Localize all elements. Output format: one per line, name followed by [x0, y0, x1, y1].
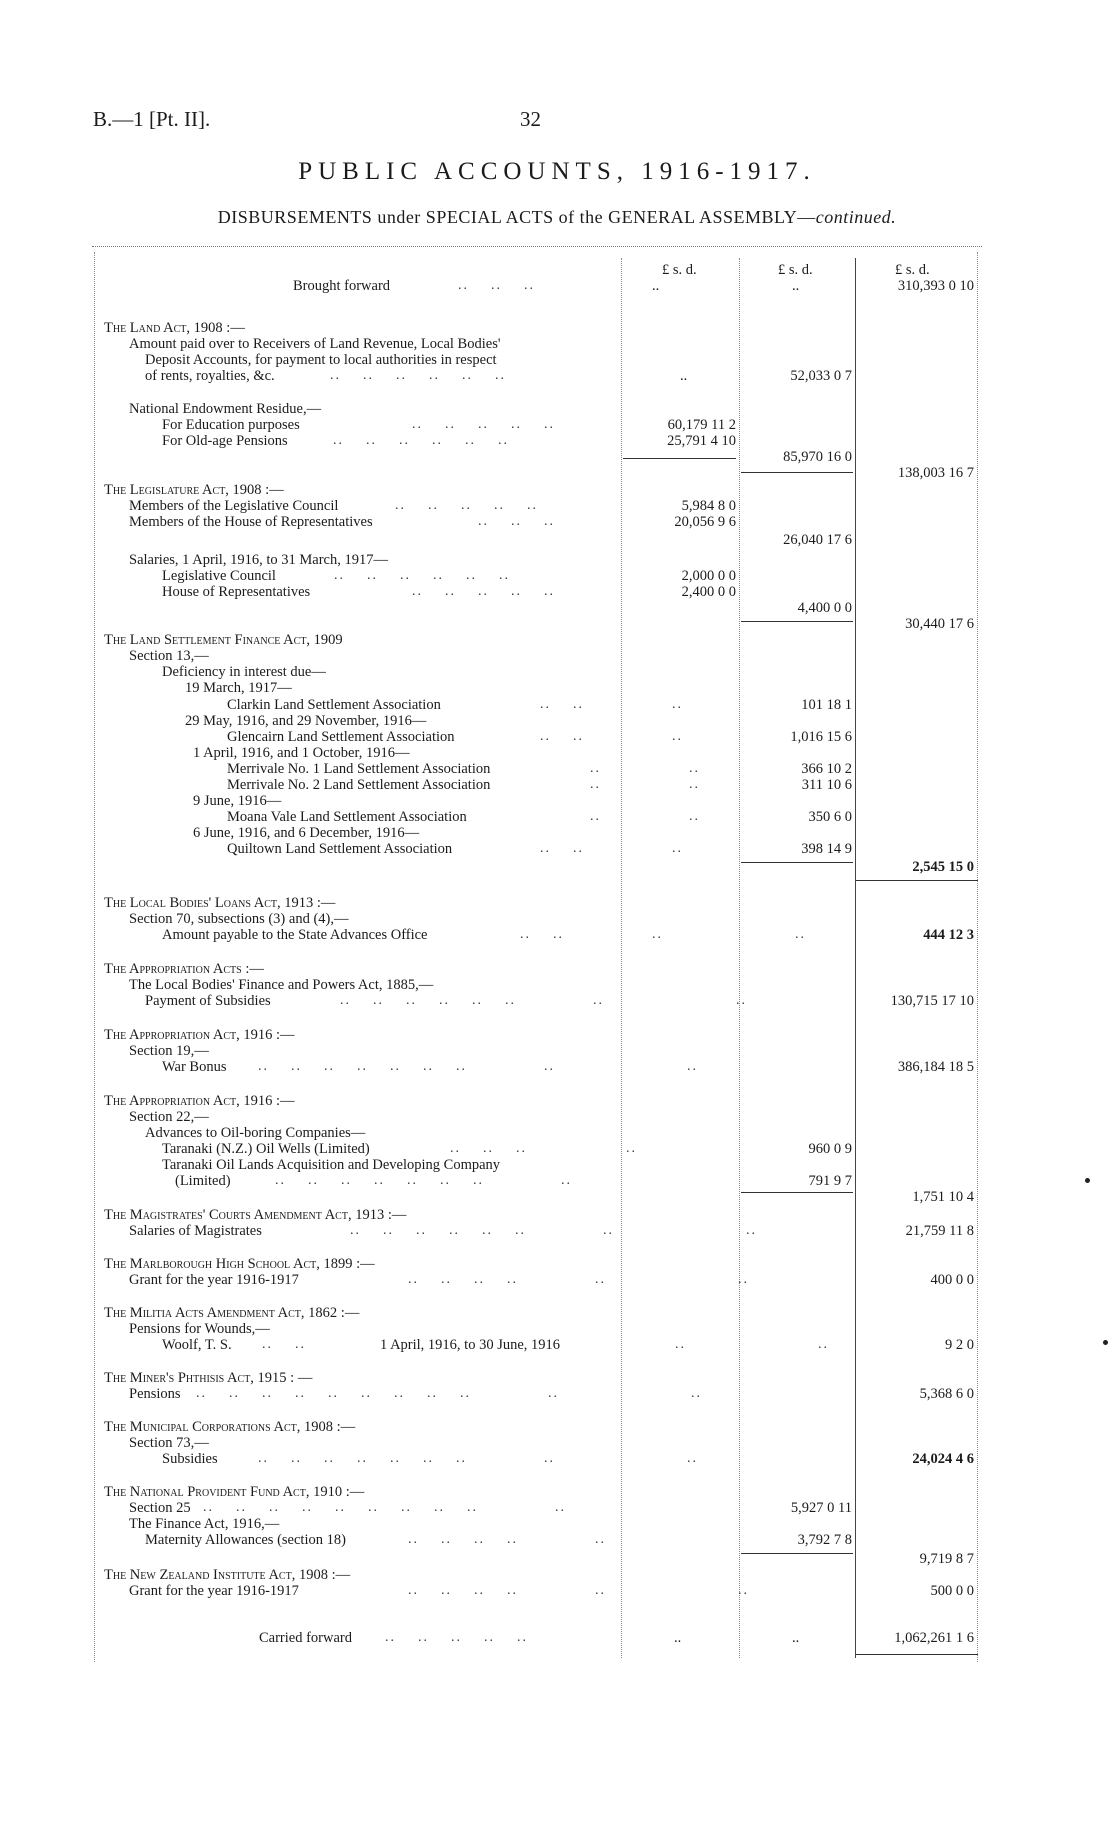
leader-dots: .. ..: [590, 809, 700, 824]
amount-col1: 25,791 4 10: [667, 433, 736, 449]
leader-dots: .. .. .. .. ..: [385, 1630, 528, 1645]
amount-col3: 386,184 18 5: [897, 1059, 974, 1075]
line-item: Taranaki Oil Lands Acquisition and Developing Company: [162, 1157, 501, 1173]
amount-col3: 138,003 16 7: [897, 465, 974, 481]
leader-dots: .. ..: [590, 777, 700, 792]
line-item: Members of the Legislative Council: [129, 498, 339, 514]
line-item: Maternity Allowances (section 18): [145, 1532, 346, 1548]
section-heading: The Appropriation Act, 1916 :—: [104, 1093, 295, 1109]
leader-dots: .. .. ..: [540, 697, 683, 712]
amount-col1: 5,984 8 0: [681, 498, 736, 514]
section-heading: The Marlborough High School Act, 1899 :—: [104, 1256, 375, 1272]
brought-forward-col1: ..: [652, 278, 660, 294]
leader-dots: .. .. .. ..: [520, 927, 806, 942]
leader-dots: .. .. .. .. .. .. .. .. ..: [258, 1451, 698, 1466]
amount-col2: 5,927 0 11: [790, 1500, 852, 1516]
leader-dots: .. .. .. .. .. .. .. .. ..: [258, 1059, 698, 1074]
page-number: 32: [520, 107, 541, 131]
amount-col2: 4,400 0 0: [797, 600, 852, 616]
line-item: 1 April, 1916, and 1 October, 1916—: [193, 745, 410, 761]
line-item: Amount payable to the State Advances Office: [162, 927, 428, 943]
scan-speck: [1085, 1178, 1090, 1183]
section-heading: The Miner's Phthisis Act, 1915 : —: [104, 1370, 313, 1386]
line-item: War Bonus: [162, 1059, 227, 1075]
document-reference: B.—1 [Pt. II].: [93, 107, 211, 131]
currency-header-col2: £ s. d.: [778, 262, 813, 278]
line-item: Section 70, subsections (3) and (4),—: [129, 911, 349, 927]
line-item: Section 19,—: [129, 1043, 209, 1059]
brought-forward-label: Brought forward: [293, 278, 391, 294]
total-rule: [623, 458, 736, 459]
amount-col3: 130,715 17 10: [890, 993, 974, 1009]
amount-col2: 26,040 17 6: [783, 532, 852, 548]
currency-header-col1: £ s. d.: [662, 262, 697, 278]
line-item: Quiltown Land Settlement Association: [227, 841, 453, 857]
amount-col2: 350 6 0: [808, 809, 852, 825]
subtitle-text: DISBURSEMENTS under SPECIAL ACTS of the GENERAL ASSEMBLY—: [217, 207, 816, 227]
carried-forward-amount: 1,062,261 1 6: [894, 1630, 974, 1646]
amount-col3: 24,024 4 6: [912, 1451, 974, 1467]
section-heading: The Local Bodies' Loans Act, 1913 :—: [104, 895, 336, 911]
line-item: Merrivale No. 2 Land Settlement Association: [227, 777, 491, 793]
amount-col2: 85,970 16 0: [783, 449, 852, 465]
section-heading: The Legislature Act, 1908 :—: [104, 482, 284, 498]
amount-col1: 60,179 11 2: [667, 417, 736, 433]
section-heading: The Magistrates' Courts Amendment Act, 1913 :—: [104, 1207, 407, 1223]
leader-dots: .. .. .. .. .. .. .. ..: [350, 1223, 757, 1238]
total-rule: [741, 472, 853, 473]
leader-dots: .. .. .. .. .. .. .. .. .. .. ..: [196, 1386, 702, 1401]
leader-dots: .. ..: [262, 1337, 306, 1352]
amount-col3: 5,368 6 0: [919, 1386, 974, 1402]
line-item: Section 22,—: [129, 1109, 209, 1125]
line-item: Grant for the year 1916-1917: [129, 1583, 299, 1599]
leader-dots: .. ..: [590, 761, 700, 776]
page-title: PUBLIC ACCOUNTS, 1916-1917.: [298, 158, 816, 185]
leader-dots: .. .. .. .. .. ..: [408, 1583, 749, 1598]
leader-dots: .. .. .. .. .. ..: [333, 433, 509, 448]
column-rule-1: [621, 258, 622, 1658]
amount-col2: 791 9 7: [808, 1173, 852, 1189]
carried-forward-col2: ..: [792, 1630, 800, 1646]
currency-header-col3: £ s. d.: [895, 262, 930, 278]
line-item: The Finance Act, 1916,—: [129, 1516, 280, 1532]
top-rule: [92, 246, 982, 247]
line-item: Section 25: [129, 1500, 191, 1516]
section-heading: The Land Act, 1908 :—: [104, 320, 245, 336]
leader-dots: .. .. .. .. .. .. .. ..: [275, 1173, 572, 1188]
amount-col3: 9 2 0: [945, 1337, 974, 1353]
amount-col3: 400 0 0: [930, 1272, 974, 1288]
amount-col2: 398 14 9: [801, 841, 852, 857]
line-item: Section 73,—: [129, 1435, 209, 1451]
line-item: Pensions: [129, 1386, 181, 1402]
line-item: Woolf, T. S.: [162, 1337, 232, 1353]
scan-speck: [1103, 1340, 1108, 1345]
amount-col2: 366 10 2: [801, 761, 852, 777]
section-heading: The National Provident Fund Act, 1910 :—: [104, 1484, 365, 1500]
leader-dots: .. .. ..: [540, 729, 683, 744]
section-heading: The Militia Acts Amendment Act, 1862 :—: [104, 1305, 360, 1321]
leader-dots: .. .. .. .. ..: [412, 584, 555, 599]
line-item: 6 June, 1916, and 6 December, 1916—: [193, 825, 420, 841]
line-item: Subsidies: [162, 1451, 218, 1467]
amount-col1: ..: [680, 368, 688, 384]
line-item: For Education purposes: [162, 417, 300, 433]
amount-col2: 311 10 6: [801, 777, 852, 793]
line-item: Deposit Accounts, for payment to local authorities in respect: [145, 352, 497, 368]
page-subtitle: [0, 207, 1114, 228]
line-item: Payment of Subsidies: [145, 993, 271, 1009]
brought-forward-amount: 310,393 0 10: [897, 278, 974, 294]
section-heading: The Land Settlement Finance Act, 1909: [104, 632, 343, 648]
line-item: 19 March, 1917—: [185, 680, 292, 696]
total-rule: [741, 862, 853, 863]
line-item: Merrivale No. 1 Land Settlement Association: [227, 761, 491, 777]
line-item: Moana Vale Land Settlement Association: [227, 809, 467, 825]
leader-dots: .. .. .. ..: [450, 1141, 637, 1156]
leader-dots: .. ..: [675, 1337, 829, 1352]
leader-dots: .. .. .. .. ..: [395, 498, 538, 513]
amount-col3: 9,719 8 7: [919, 1551, 974, 1567]
leader-dots: .. .. .. .. .. .. .. .. .. ..: [203, 1500, 566, 1515]
line-item: Salaries of Magistrates: [129, 1223, 262, 1239]
line-item: Advances to Oil-boring Companies—: [145, 1125, 366, 1141]
line-item: Glencairn Land Settlement Association: [227, 729, 455, 745]
line-item: Pensions for Wounds,—: [129, 1321, 270, 1337]
leader-dots: .. .. .. .. .. ..: [334, 568, 510, 583]
line-item: Taranaki (N.Z.) Oil Wells (Limited): [162, 1141, 370, 1157]
brought-forward-col2: ..: [792, 278, 800, 294]
total-rule: [741, 1553, 853, 1554]
right-margin-rule: [977, 252, 978, 1662]
bottom-rule: [856, 1654, 978, 1655]
amount-col1: 2,400 0 0: [681, 584, 736, 600]
amount-col3: 30,440 17 6: [905, 616, 974, 632]
total-rule: [741, 621, 853, 622]
amount-col2: 101 18 1: [801, 697, 852, 713]
line-item: Deficiency in interest due—: [162, 664, 326, 680]
line-item: 9 June, 1916—: [193, 793, 282, 809]
leader-dots: .. .. .. .. .. ..: [408, 1272, 749, 1287]
left-margin-rule: [94, 252, 95, 1662]
column-rule-2: [739, 258, 740, 1658]
section-heading: The Municipal Corporations Act, 1908 :—: [104, 1419, 356, 1435]
carried-forward-col1: ..: [674, 1630, 682, 1646]
leader-dots: .. .. ..: [458, 278, 535, 293]
line-item: 29 May, 1916, and 29 November, 1916—: [185, 713, 427, 729]
line-item: (Limited): [175, 1173, 231, 1189]
line-item: Amount paid over to Receivers of Land Revenue, Local Bodies': [129, 336, 501, 352]
amount-col2: 1,016 15 6: [790, 729, 852, 745]
section-rule: [856, 880, 978, 881]
amount-col3: 444 12 3: [923, 927, 974, 943]
leader-dots: .. .. .. .. .. .. .. ..: [340, 993, 747, 1008]
amount-col3: 500 0 0: [930, 1583, 974, 1599]
section-heading: The New Zealand Institute Act, 1908 :—: [104, 1567, 351, 1583]
line-item: Clarkin Land Settlement Association: [227, 697, 441, 713]
amount-col2: 3,792 7 8: [797, 1532, 852, 1548]
leader-dots: .. .. ..: [478, 514, 555, 529]
line-item: House of Representatives: [162, 584, 311, 600]
line-item: Section 13,—: [129, 648, 209, 664]
leader-dots: .. .. .. .. .. ..: [330, 368, 506, 383]
line-item-period: 1 April, 1916, to 30 June, 1916: [380, 1337, 561, 1353]
leader-dots: .. .. .. .. ..: [408, 1532, 606, 1547]
amount-col2: 960 0 9: [808, 1141, 852, 1157]
line-item: For Old-age Pensions: [162, 433, 288, 449]
line-item: Grant for the year 1916-1917: [129, 1272, 299, 1288]
section-heading: The Appropriation Acts :—: [104, 961, 264, 977]
line-item: National Endowment Residue,—: [129, 401, 322, 417]
subtitle-continued: continued.: [815, 207, 897, 227]
line-item: Legislative Council: [162, 568, 276, 584]
line-item: of rents, royalties, &c.: [145, 368, 275, 384]
line-item: The Local Bodies' Finance and Powers Act, 1885,—: [129, 977, 434, 993]
column-rule-3: [855, 258, 856, 1658]
total-rule: [741, 1192, 853, 1193]
section-heading: The Appropriation Act, 1916 :—: [104, 1027, 295, 1043]
amount-col2: 52,033 0 7: [790, 368, 852, 384]
leader-dots: .. .. .. .. ..: [412, 417, 555, 432]
line-item: Members of the House of Representatives: [129, 514, 373, 530]
line-item: Salaries, 1 April, 1916, to 31 March, 1917—: [129, 552, 388, 568]
amount-col1: 2,000 0 0: [681, 568, 736, 584]
leader-dots: .. .. ..: [540, 841, 683, 856]
carried-forward-label: Carried forward: [259, 1630, 352, 1646]
amount-col3: 2,545 15 0: [912, 859, 974, 875]
amount-col3: 1,751 10 4: [912, 1189, 974, 1205]
amount-col3: 21,759 11 8: [905, 1223, 974, 1239]
amount-col1: 20,056 9 6: [674, 514, 736, 530]
